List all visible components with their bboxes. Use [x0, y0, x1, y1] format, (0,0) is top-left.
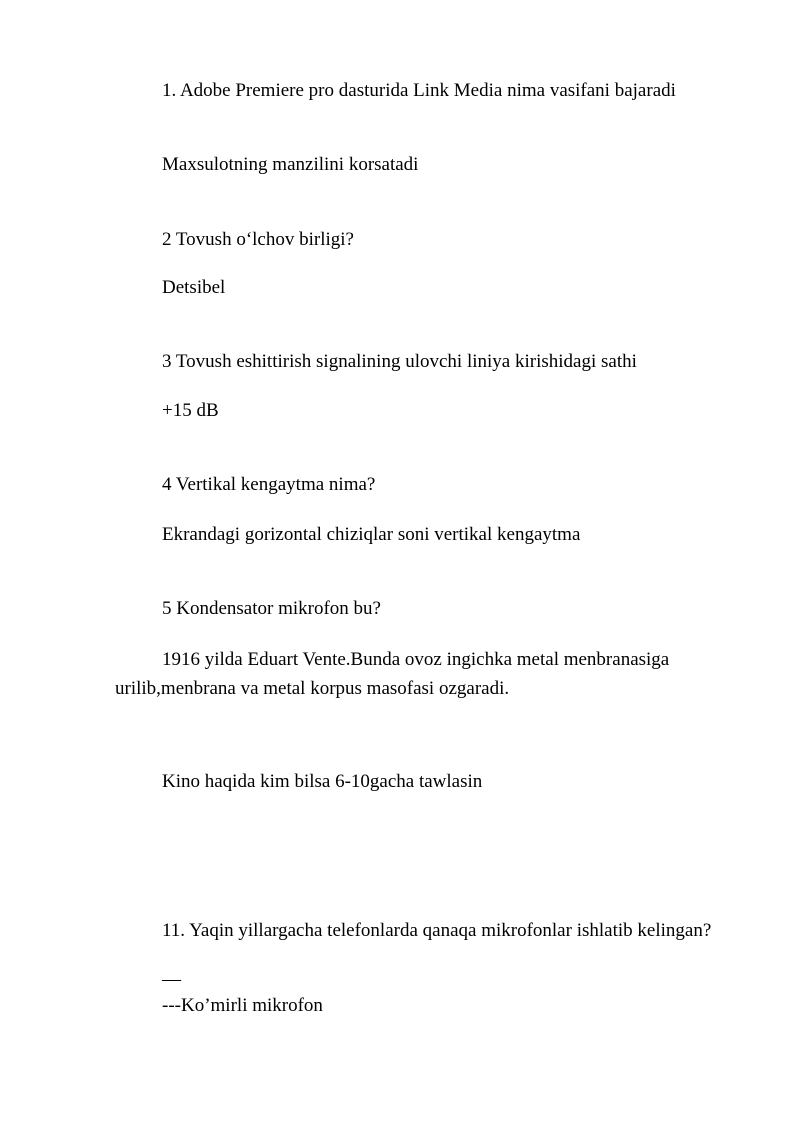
answer-1: Maxsulotning manzilini korsatadi — [162, 154, 419, 175]
answer-11: ---Ko’mirli mikrofon — [162, 995, 323, 1016]
note: Kino haqida kim bilsa 6-10gacha tawlasin — [162, 771, 483, 792]
question-3: 3 Tovush eshittirish signalining ulovchi liniya kirishidagi sathi — [162, 351, 637, 372]
question-2: 2 Tovush o‘lchov birligi? — [162, 229, 354, 250]
question-11: 11. Yaqin yillargacha telefonlarda qanaqa mikrofonlar ishlatib kelingan? — [162, 920, 712, 941]
answer-5: 1916 yilda Eduart Vente.Bunda ovoz ingichka metal menbranasiga urilib,menbrana va metal korpus masofasi ozgaradi. — [115, 649, 670, 699]
answer-4: Ekrandagi gorizontal chiziqlar soni vertikal kengaytma — [162, 524, 581, 545]
question-4: 4 Vertikal kengaytma nima? — [162, 474, 376, 495]
question-1: 1. Adobe Premiere pro dasturida Link Media nima vasifani bajaradi — [162, 80, 676, 101]
separator-dash: — — [162, 969, 181, 990]
answer-3: +15 dB — [162, 400, 219, 421]
question-5: 5 Kondensator mikrofon bu? — [162, 598, 381, 619]
answer-2: Detsibel — [162, 277, 226, 298]
